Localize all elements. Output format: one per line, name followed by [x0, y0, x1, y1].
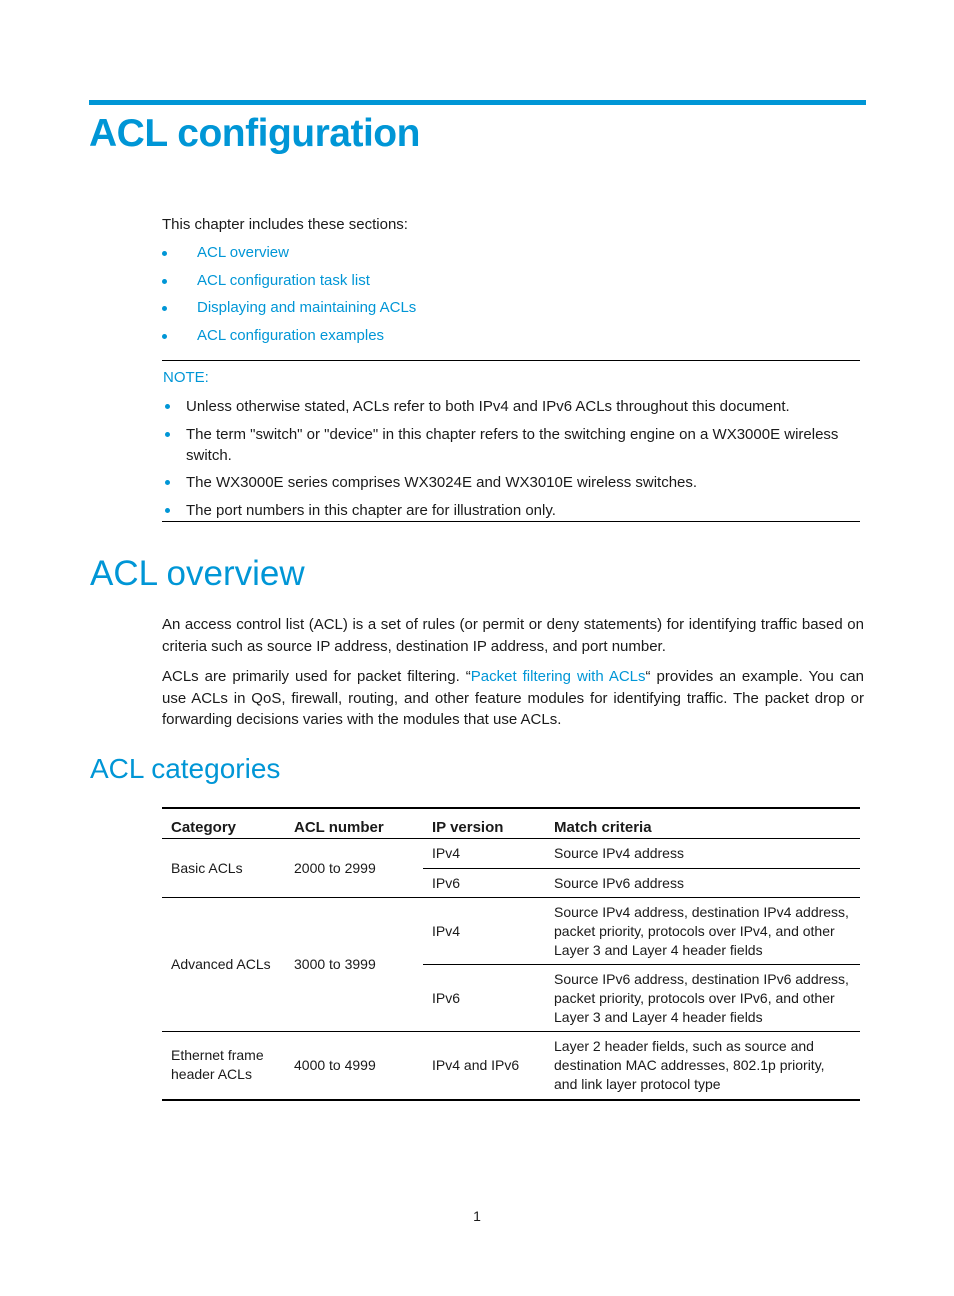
- note-label: NOTE:: [163, 369, 209, 386]
- note-item: [162, 500, 860, 521]
- column-header: IP version: [423, 808, 545, 839]
- table-row: [162, 839, 860, 869]
- column-header: Match criteria: [545, 808, 860, 839]
- table-cell: IPv4 and IPv6: [423, 1032, 545, 1100]
- note-item: [162, 472, 860, 493]
- note-item: [162, 424, 860, 466]
- bullet-icon: [162, 334, 167, 339]
- bullet-icon: [165, 480, 170, 485]
- para-text: ACLs are primarily used for packet filtering. “: [162, 668, 471, 685]
- table-cell: Layer 2 header fields, such as source and destination MAC addresses, 802.1p priority, and link layer protocol type: [545, 1032, 860, 1100]
- toc-link-acl-overview[interactable]: ACL overview: [197, 244, 289, 261]
- table-cell: IPv6: [423, 869, 545, 898]
- table-cell: Advanced ACLs: [162, 898, 285, 1032]
- overview-paragraph-1: An access control list (ACL) is a set of rules (or permit or deny statements) for identifying traffic based on criteria such as source IP address, destination IP address, and port number.: [162, 616, 864, 655]
- table-cell: Basic ACLs: [171, 859, 243, 876]
- table-cell: IPv4: [432, 845, 461, 861]
- toc-link-examples[interactable]: ACL configuration examples: [197, 326, 385, 344]
- section-heading-categories: ACL categories: [90, 753, 281, 784]
- note-item: [162, 396, 860, 417]
- table-cell: IPv6: [423, 965, 545, 1032]
- note-text: The WX3000E series comprises WX3024E and WX3010E wireless switches.: [186, 474, 698, 491]
- toc-link-task-list[interactable]: ACL configuration task list: [197, 271, 370, 289]
- page-number: 1: [473, 1208, 481, 1224]
- bullet-icon: [162, 251, 167, 256]
- para-text: “ provides an example. You can use ACLs in QoS, firewall, routing, and other feature modules for identifying traffic. The packet drop or forwarding decisions varies with the modules that use ACLs.: [162, 668, 864, 728]
- table-cell: 4000 to 4999: [285, 1032, 423, 1100]
- table-header-row: [162, 808, 860, 839]
- table-cell: 2000 to 2999: [294, 859, 376, 876]
- note-box: [162, 360, 860, 522]
- table-cell: Source IPv6 address, destination IPv6 address, packet priority, protocols over IPv6, and other Layer 3 and Layer 4 header fields: [545, 965, 860, 1032]
- column-header: ACL number: [285, 808, 423, 839]
- packet-filtering-link[interactable]: Packet filtering with ACLs: [470, 668, 646, 685]
- overview-paragraph-2: [162, 666, 864, 731]
- note-list: [162, 396, 860, 527]
- intro-text: This chapter includes these sections:: [162, 216, 408, 233]
- bullet-icon: [165, 432, 170, 437]
- bullet-icon: [165, 508, 170, 513]
- table-row: [162, 898, 860, 965]
- title-rule: [89, 100, 866, 105]
- bullet-icon: [162, 306, 167, 311]
- note-text: The port numbers in this chapter are for illustration only.: [186, 501, 556, 519]
- column-header: Category: [162, 808, 285, 839]
- note-text: Unless otherwise stated, ACLs refer to both IPv4 and IPv6 ACLs throughout this document.: [186, 398, 790, 415]
- table-cell: Source IPv4 address: [554, 845, 684, 861]
- section-heading-overview: ACL overview: [90, 554, 305, 593]
- toc-link-displaying[interactable]: Displaying and maintaining ACLs: [197, 299, 417, 316]
- bullet-icon: [165, 404, 170, 409]
- table-row: [162, 1032, 860, 1100]
- table-cell: Ethernet frame header ACLs: [162, 1032, 285, 1100]
- acl-categories-table: [162, 807, 860, 1101]
- table-cell: Source IPv6 address: [545, 869, 860, 898]
- page-title: ACL configuration: [89, 112, 420, 155]
- table-cell: Source IPv4 address, destination IPv4 address, packet priority, protocols over IPv4, and other Layer 3 and Layer 4 header fields: [545, 898, 860, 965]
- table-cell: IPv4: [423, 898, 545, 965]
- table-cell: 3000 to 3999: [285, 898, 423, 1032]
- note-text: The term "switch" or "device" in this chapter refers to the switching engine on a WX3000E wireless switch.: [186, 425, 839, 464]
- bullet-icon: [162, 279, 167, 284]
